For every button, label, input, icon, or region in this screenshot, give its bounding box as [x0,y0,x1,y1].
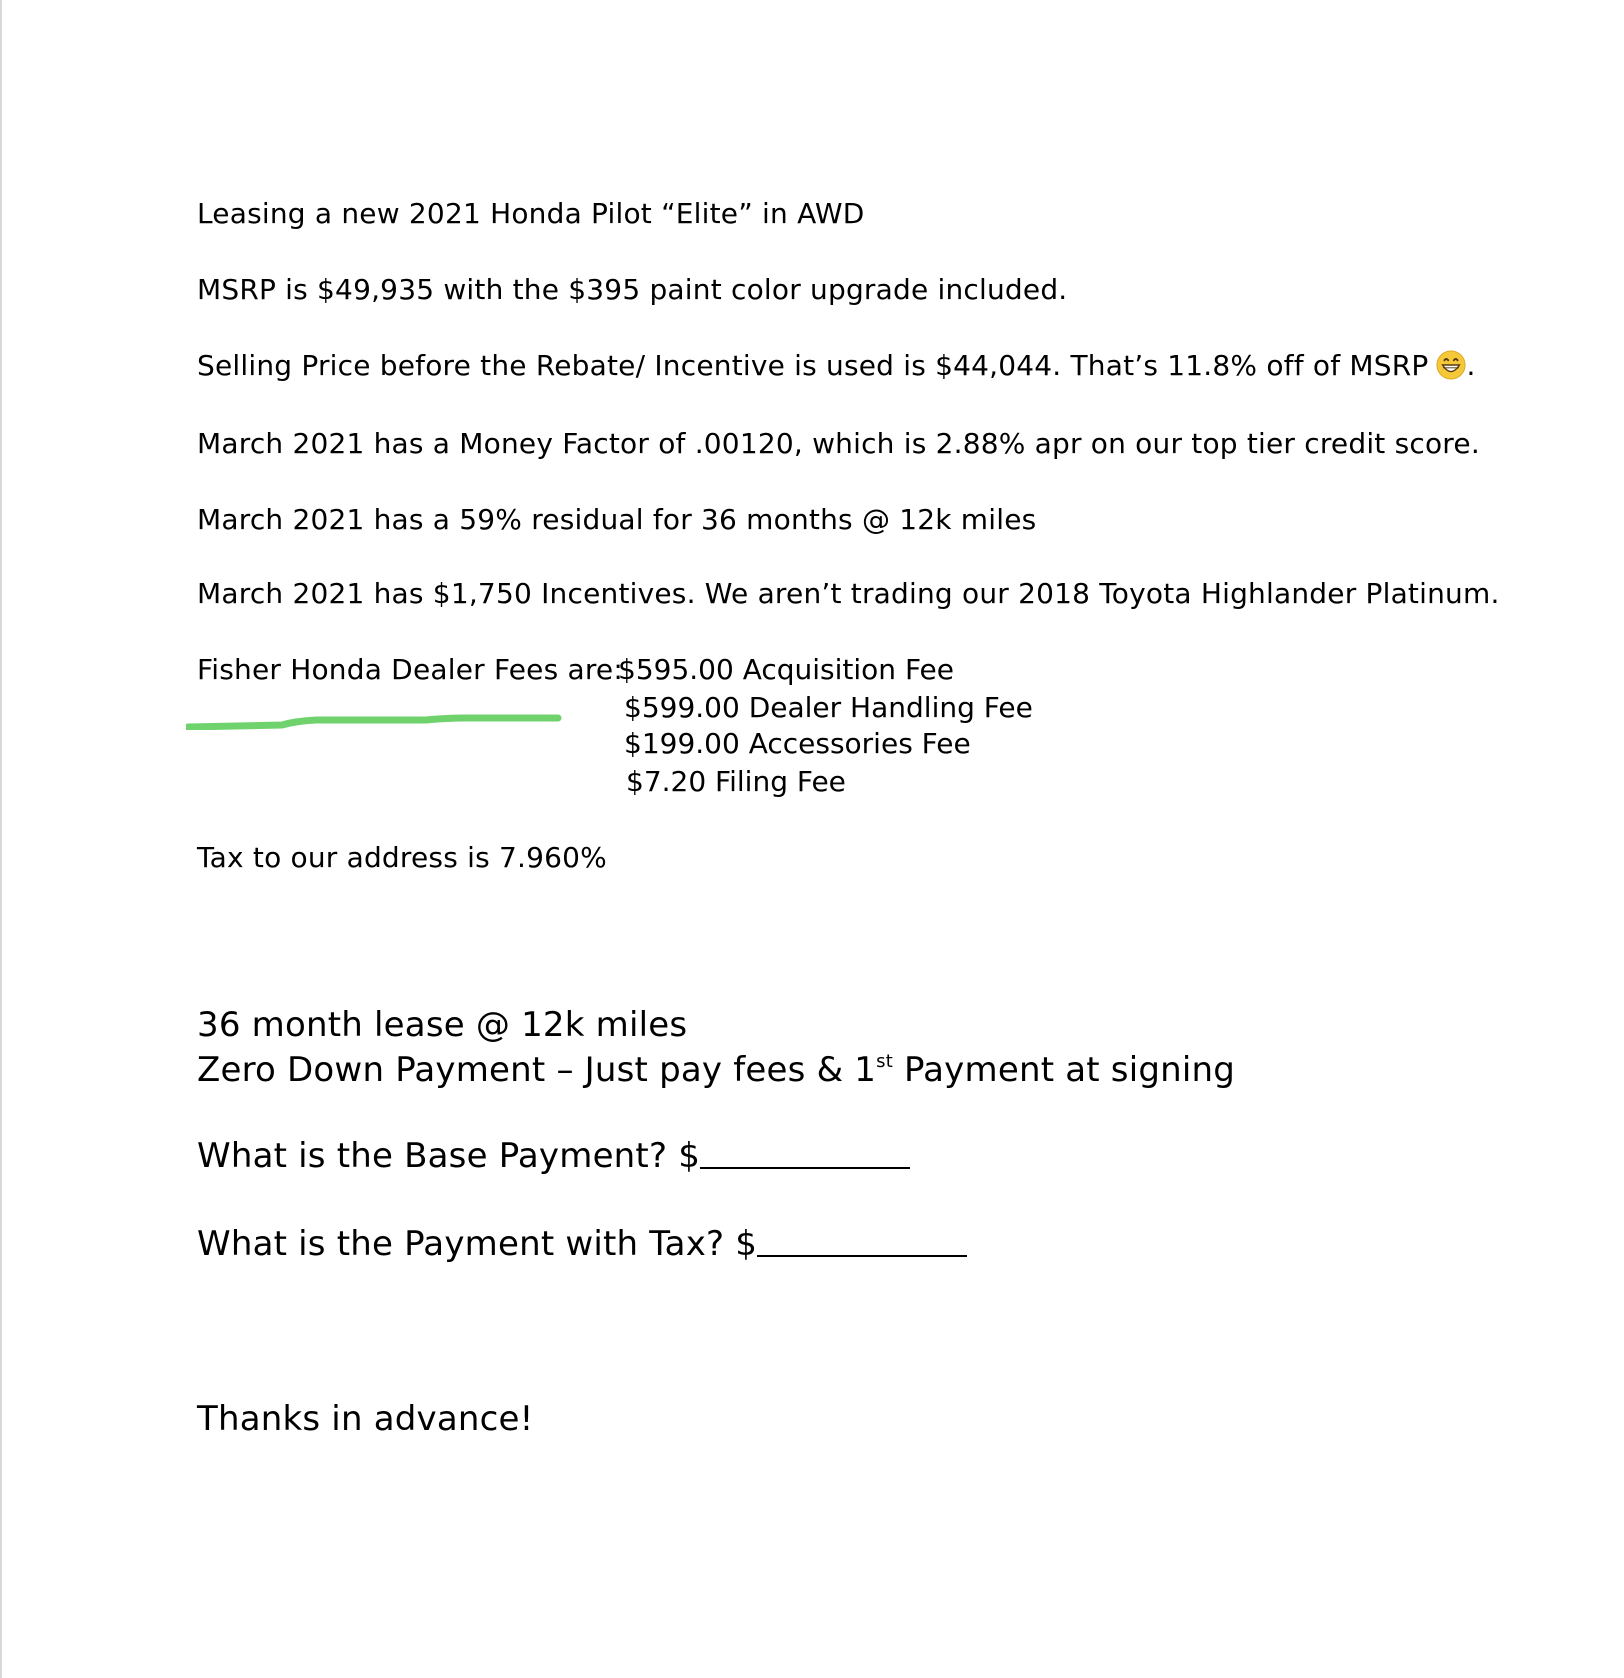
ordinal-suffix: st [876,1051,893,1072]
tax-payment-question [197,1222,967,1266]
money-factor-line: March 2021 has a Money Factor of .00120, which is 2.88% apr on our top tier credit score. [197,427,1480,460]
vehicle-line: Leasing a new 2021 Honda Pilot “Elite” in AWD [197,197,865,230]
fee-acquisition: $595.00 Acquisition Fee [618,653,954,686]
fee-dealer-handling: $599.00 Dealer Handling Fee [624,691,1033,724]
base-payment-label: What is the Base Payment? $ [197,1136,701,1176]
incentives-line: March 2021 has $1,750 Incentives. We aren’t trading our 2018 Toyota Highlander Platinum. [197,577,1500,610]
fee-accessories: $199.00 Accessories Fee [624,727,971,760]
msrp-line: MSRP is $49,935 with the $395 paint color upgrade included. [197,273,1068,306]
grinning-face-icon [1436,350,1466,380]
tax-line: Tax to our address is 7.960% [197,841,607,874]
lease-terms-line: 36 month lease @ 12k miles [197,1005,688,1045]
selling-price-text: Selling Price before the Rebate/ Incentive is used is $44,044. That’s 11.8% off of MSRP [197,349,1429,382]
zero-down-text: Zero Down Payment – Just pay fees & 1 [197,1050,877,1090]
selling-price-line [197,348,1476,384]
thanks-line: Thanks in advance! [197,1399,534,1439]
base-payment-blank [700,1137,910,1169]
green-underline-highlight [186,710,562,730]
page-edge [0,0,2,1678]
tax-payment-label: What is the Payment with Tax? $ [197,1224,758,1264]
base-payment-question [197,1134,910,1178]
residual-line: March 2021 has a 59% residual for 36 months @ 12k miles [197,503,1037,536]
dealer-fees-label: Fisher Honda Dealer Fees are: [197,653,623,686]
fee-filing: $7.20 Filing Fee [626,765,846,798]
zero-down-text-end: Payment at signing [892,1050,1236,1090]
zero-down-line [197,1048,1235,1092]
tax-payment-blank [757,1225,967,1257]
selling-price-period: . [1466,349,1476,382]
